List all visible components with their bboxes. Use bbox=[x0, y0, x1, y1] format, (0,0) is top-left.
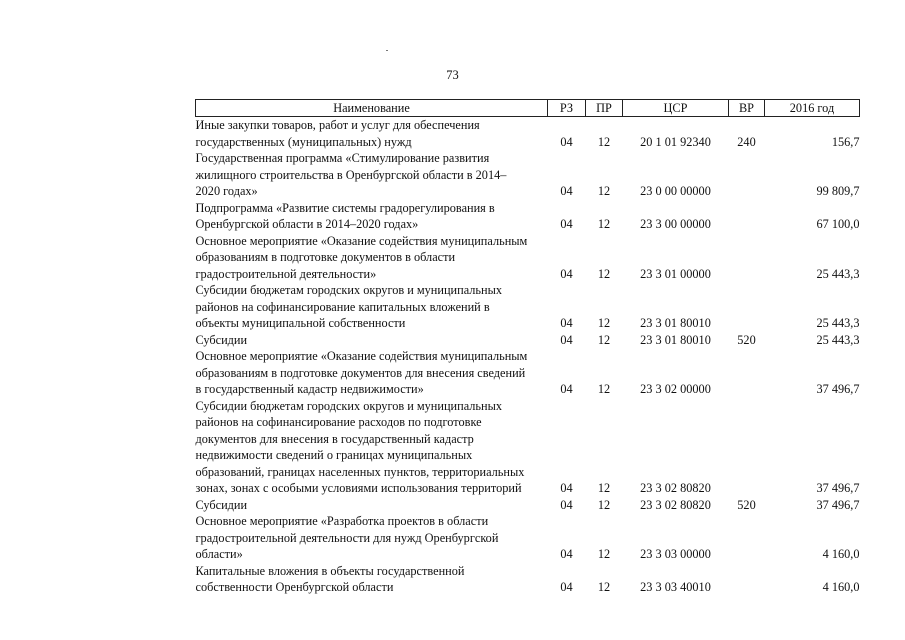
table-row bbox=[196, 348, 860, 398]
row-name bbox=[196, 200, 548, 233]
row-name-line: Субсидии bbox=[195, 332, 248, 347]
page-number: 73 bbox=[446, 68, 459, 82]
row-name-line: градостроительной деятельности для нужд Оренбургской bbox=[195, 530, 499, 545]
row-name-line: документов для внесения в государственный кадастр bbox=[195, 431, 474, 446]
row-csr: 23 3 03 00000 bbox=[640, 547, 711, 561]
row-amount: 37 496,7 bbox=[816, 497, 860, 512]
row-name bbox=[196, 150, 548, 200]
row-pr: 12 bbox=[597, 184, 611, 198]
row-amount: 4 160,0 bbox=[822, 580, 860, 594]
table-header-row bbox=[196, 100, 860, 117]
row-pr: 12 bbox=[597, 217, 611, 231]
row-name-line: объекты муниципальной собственности bbox=[195, 316, 406, 330]
header-year: 2016 год bbox=[765, 100, 860, 117]
row-name-line: области» bbox=[195, 547, 243, 561]
row-rz: 04 bbox=[560, 547, 573, 561]
budget-table bbox=[195, 99, 860, 596]
row-name bbox=[196, 497, 548, 514]
row-name-line: образованиям в подготовке документов в области bbox=[195, 250, 456, 264]
row-pr: 12 bbox=[597, 332, 611, 347]
row-csr: 23 3 01 80010 bbox=[640, 332, 711, 347]
table-row bbox=[196, 513, 860, 563]
row-name-line: образованиям в подготовке документов для внесения сведений bbox=[195, 365, 526, 380]
row-vr bbox=[729, 398, 765, 497]
row-amount: 67 100,0 bbox=[816, 217, 860, 231]
row-name-line: зонах, зонах с особыми условиями использования территорий bbox=[195, 481, 522, 495]
scan-speck bbox=[386, 50, 388, 51]
row-amount: 156,7 bbox=[831, 134, 860, 149]
row-vr bbox=[729, 150, 765, 200]
row-name-line: районов на софинансирование расходов по подготовке bbox=[195, 415, 482, 429]
row-name bbox=[196, 282, 548, 332]
row-name-line: Основное мероприятие «Оказание содействия муниципальным bbox=[195, 349, 528, 363]
row-name-line: Иные закупки товаров, работ и услуг для обеспечения bbox=[195, 118, 480, 132]
row-amount: 37 496,7 bbox=[816, 382, 860, 396]
header-vr: ВР bbox=[729, 100, 765, 117]
table-row bbox=[196, 282, 860, 332]
row-csr: 23 3 02 80820 bbox=[640, 481, 711, 495]
row-rz: 04 bbox=[560, 266, 573, 281]
row-name-line: градостроительной деятельности» bbox=[195, 266, 377, 281]
table-row bbox=[196, 233, 860, 283]
row-csr: 23 3 03 40010 bbox=[640, 580, 711, 594]
table-row bbox=[196, 332, 860, 349]
header-name: Наименование bbox=[196, 100, 548, 117]
row-name-line: Государственная программа «Стимулирование развития bbox=[195, 151, 490, 165]
table-row bbox=[196, 200, 860, 233]
row-rz: 04 bbox=[560, 316, 573, 330]
row-csr: 23 3 01 00000 bbox=[640, 266, 711, 281]
row-name bbox=[196, 348, 548, 398]
row-vr: 520 bbox=[737, 332, 756, 347]
row-rz: 04 bbox=[560, 497, 573, 512]
row-pr: 12 bbox=[597, 266, 611, 281]
row-name-line: Подпрограмма «Развитие системы градорегулирования в bbox=[195, 200, 495, 215]
row-rz: 04 bbox=[560, 332, 573, 347]
row-vr bbox=[729, 233, 765, 283]
row-pr: 12 bbox=[597, 497, 611, 512]
row-name-line: недвижимости сведений о границах муниципальных bbox=[195, 448, 473, 462]
row-vr bbox=[729, 513, 765, 563]
row-pr: 12 bbox=[597, 316, 611, 330]
row-vr bbox=[729, 282, 765, 332]
row-amount: 25 443,3 bbox=[816, 266, 860, 281]
row-csr: 23 3 02 00000 bbox=[640, 382, 711, 396]
table-body bbox=[196, 117, 860, 596]
row-rz: 04 bbox=[560, 580, 573, 594]
row-pr: 12 bbox=[597, 134, 611, 149]
row-name-line: 2020 годах» bbox=[195, 184, 258, 198]
row-csr: 23 3 00 00000 bbox=[640, 217, 711, 231]
row-name bbox=[196, 117, 548, 151]
row-name bbox=[196, 233, 548, 283]
row-csr: 23 3 02 80820 bbox=[640, 497, 711, 512]
row-name bbox=[196, 398, 548, 497]
row-vr: 520 bbox=[737, 497, 756, 512]
row-name-line: жилищного строительства в Оренбургской области в 2014– bbox=[195, 167, 507, 182]
row-name-line: Основное мероприятие «Оказание содействия муниципальным bbox=[195, 233, 528, 248]
row-pr: 12 bbox=[597, 481, 611, 495]
table-row bbox=[196, 563, 860, 596]
row-amount: 37 496,7 bbox=[816, 481, 860, 495]
row-vr bbox=[729, 200, 765, 233]
row-pr: 12 bbox=[597, 382, 611, 396]
row-csr: 23 3 01 80010 bbox=[640, 316, 711, 330]
row-rz: 04 bbox=[560, 217, 573, 231]
row-name-line: Капитальные вложения в объекты государственной bbox=[195, 563, 465, 578]
row-name-line: Основное мероприятие «Разработка проектов в области bbox=[195, 514, 489, 528]
row-amount: 25 443,3 bbox=[816, 316, 860, 330]
table-row bbox=[196, 497, 860, 514]
row-name-line: Субсидии бюджетам городских округов и муниципальных bbox=[195, 283, 503, 297]
row-pr: 12 bbox=[597, 547, 611, 561]
table-row bbox=[196, 398, 860, 497]
row-name bbox=[196, 513, 548, 563]
row-amount: 99 809,7 bbox=[816, 184, 860, 198]
row-name bbox=[196, 332, 548, 349]
row-pr: 12 bbox=[597, 580, 611, 594]
row-name-line: образований, границах населенных пунктов, территориальных bbox=[195, 464, 525, 479]
row-vr: 240 bbox=[737, 134, 756, 149]
row-name-line: собственности Оренбургской области bbox=[195, 580, 394, 594]
header-rz: РЗ bbox=[548, 100, 586, 117]
header-csr: ЦСР bbox=[623, 100, 729, 117]
row-name-line: государственных (муниципальных) нужд bbox=[195, 134, 412, 149]
row-name-line: Субсидии bbox=[195, 497, 248, 512]
row-rz: 04 bbox=[560, 481, 573, 495]
header-pr: ПР bbox=[586, 100, 623, 117]
row-amount: 4 160,0 bbox=[822, 547, 860, 561]
row-name bbox=[196, 563, 548, 596]
row-name-line: районов на софинансирование капитальных вложений в bbox=[195, 299, 490, 314]
row-name-line: в государственный кадастр недвижимости» bbox=[195, 382, 424, 396]
row-name-line: Субсидии бюджетам городских округов и муниципальных bbox=[195, 398, 503, 413]
row-rz: 04 bbox=[560, 134, 573, 149]
row-rz: 04 bbox=[560, 382, 573, 396]
table-row bbox=[196, 117, 860, 151]
row-name-line: Оренбургской области в 2014–2020 годах» bbox=[195, 217, 419, 231]
row-vr bbox=[729, 348, 765, 398]
table-row bbox=[196, 150, 860, 200]
row-vr bbox=[729, 563, 765, 596]
row-amount: 25 443,3 bbox=[816, 332, 860, 347]
row-csr: 23 0 00 00000 bbox=[640, 184, 711, 198]
row-rz: 04 bbox=[560, 184, 573, 198]
row-csr: 20 1 01 92340 bbox=[640, 134, 711, 149]
